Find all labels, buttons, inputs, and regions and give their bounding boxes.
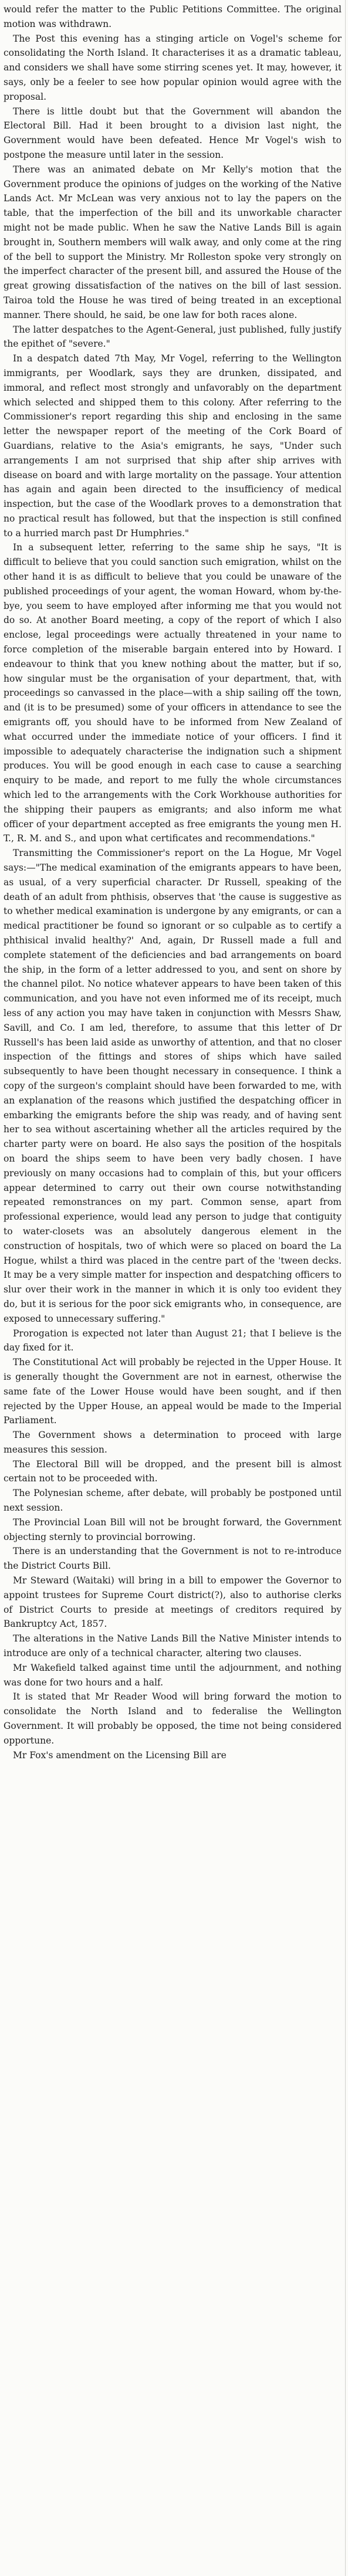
- paragraph: Mr Wakefield talked against time until the adjournment, and nothing was done for two hours and a half.: [4, 1662, 342, 1688]
- paragraph: The Government shows a determination to proceed with large measures this session.: [4, 1430, 342, 1455]
- paragraph: The Electoral Bill will be dropped, and the present bill is almost certain not to be proceeded with.: [4, 1458, 342, 1484]
- paragraph: The Post this evening has a stinging article on Vogel's scheme for consolidating the North Island. It characterises it as a dramatic tableau, and considers we shall have some stirring scenes yet. It may, however, it says, only be a feeler to see how popular opinion would agree with the proposal.: [4, 33, 342, 102]
- column-rule: [345, 0, 346, 2576]
- paragraph: Prorogation is expected not later than August 21; that I believe is the day fixed for it.: [4, 1328, 342, 1353]
- paragraph: There is an understanding that the Government is not to re-introduce the District Courts Bill.: [4, 1546, 342, 1572]
- article-column: [4, 2, 342, 1762]
- paragraph: There is little doubt but that the Government will abandon the Electoral Bill. Had it been brought to a division last night, the Government would have been defeated. Hence Mr Vogel's wish to postpone the measure until later in the session.: [4, 106, 342, 160]
- paragraph: The Constitutional Act will probably be rejected in the Upper House. It is generally thought the Government are not in earnest, otherwise the same fate of the Lower House would have been sought, and if then rejected by the Upper House, an appeal would be made to the Imperial Parliament.: [4, 1357, 342, 1426]
- paragraph: Transmitting the Commissioner's report on the La Hogue, Mr Vogel says:—"The medical examination of the emigrants appears to have been, as usual, of a very superficial character. Dr Russell, speaking of the death of an adult from phthisis, observes that 'the cause is suggestive as to whether medical examination is undergone by any emigrants, or can a medical practitioner be found so ignorant or so culpable as to certify a phthisical invalid healthy?' And, again, Dr Russell made a full and complete statement of the deficiencies and bad arrangements on board the ship, in the form of a letter addressed to you, and sent on shore by the channel pilot. No notice whatever appears to have been taken of this communication, and you have not even informed me of its receipt, much less of any action you may have taken in conjunction with Messrs Shaw, Savill, and Co. I am led, therefore, to assume that this letter of Dr Russell's has been laid aside as unworthy of attention, and that no closer inspection of the fittings and stores of ships which have sailed subsequently to have been thought necessary in consequence. I think a copy of the surgeon's complaint should have been forwarded to me, with an explanation of the reasons which justified the despatching officer in embarking the emigrants before the ship was ready, and of having sent her to sea without ascertaining whether all the articles required by the charter party were on board. He also says the position of the hospitals on board the ships seem to have been very badly chosen. I have previously on many occasions had to complain of this, but your officers appear determined to carry out their own course notwithstanding repeated remonstrances on my part. Common sense, apart from professional experience, would lead any person to judge that contiguity to water-closets was an absolutely dangerous element in the construction of hospitals, two of which were so placed on board the La Hogue, whilst a third was placed in the centre part of the 'tween decks. It may be a very simple matter for inspection and despatching officers to slur over their work in the manner in which it is only too evident they do, but it is serious for the poor sick emigrants who, in consequence, are exposed to unnecessary suffering.": [4, 848, 342, 1324]
- paragraph: In a subsequent letter, referring to the same ship he says, "It is difficult to believe that you could sanction such emigration, whilst on the other hand it is as difficult to believe that you could be unaware of the published proceedings of your agent, the woman Howard, whom by-the-bye, you seem to have employed after informing me that you would not do so. At another Board meeting, a copy of the report of which I also enclose, legal proceedings were actually threatened in your name to force completion of the miserable bargain entered into by Howard. I endeavour to think that you knew nothing about the matter, but if so, how singular must be the organisation of your department, that, with proceedings so canvassed in the place—with a ship sailing off the town, and (it is to be presumed) some of your officers in attendance to see the emigrants off, you should have to be informed from New Zealand of what occurred under the immediate notice of your officers. I find it impossible to adequately characterise the indignation such a shipment produces. You will be good enough in each case to cause a searching enquiry to be made, and report to me fully the whole circumstances which led to the arrangements with the Cork Workhouse authorities for the shipping their paupers as emigrants; and also inform me what officer of your department accepted as free emigrants the young men H. T., R. M. and S., and upon what certificates and recommendations.": [4, 542, 342, 844]
- paragraph: would refer the matter to the Public Petitions Committee. The original motion was withdrawn.: [4, 4, 342, 29]
- paragraph: There was an animated debate on Mr Kelly's motion that the Government produce the opinions of judges on the working of the Native Lands Act. Mr McLean was very anxious not to lay the papers on the table, that the imperfection of the bill and its unworkable character might not be made public. When he saw the Native Lands Bill is again brought in, Southern members will walk away, and only come at the ring of the bell to support the Ministry. Mr Rolleston spoke very strongly on the imperfect character of the present bill, and assured the House of the great growing dissatisfaction of the natives on the bill of last session. Tairoa told the House he was tired of being treated in an exceptional manner. There should, he said, be one law for both races alone.: [4, 164, 342, 320]
- paragraph: In a despatch dated 7th May, Mr Vogel, referring to the Wellington immigrants, per Woodlark, says they are drunken, dissipated, and immoral, and reflect most strongly and unfavorably on the department which selected and shipped them to this colony. After referring to the Commissioner's report regarding this ship and enclosing in the same letter the newspaper report of the meeting of the Cork Board of Guardians, relative to the Asia's emigrants, he says, "Under such arrangements I am not surprised that ship after ship arrives with disease on board and with large mortality on the passage. Your attention has again and again been directed to the insufficiency of medical inspection, but the case of the Woodlark proves to a demonstration that no practical result has followed, but that the inspection is still confined to a hurried march past Dr Humphries.": [4, 353, 342, 539]
- paragraph: The Provincial Loan Bill will not be brought forward, the Government objecting sternly to provincial borrowing.: [4, 1517, 342, 1542]
- paragraph: The alterations in the Native Lands Bill the Native Minister intends to introduce are only of a technical character, altering two clauses.: [4, 1633, 342, 1659]
- paragraph: Mr Fox's amendment on the Licensing Bill are: [13, 1749, 227, 1761]
- paragraph: The latter despatches to the Agent-General, just published, fully justify the epithet of "severe.": [4, 324, 342, 350]
- paragraph: It is stated that Mr Reader Wood will bring forward the motion to consolidate the North Island and to federalise the Wellington Government. It will probably be opposed, the time not being considered opportune.: [4, 1691, 342, 1746]
- paragraph: The Polynesian scheme, after debate, will probably be postponed until next session.: [4, 1488, 342, 1514]
- paragraph: Mr Steward (Waitaki) will bring in a bill to empower the Governor to appoint trustees for Supreme Court district(?), also to authorise clerks of District Courts to preside at meetings of creditors required by Bankruptcy Act, 1857.: [4, 1575, 342, 1630]
